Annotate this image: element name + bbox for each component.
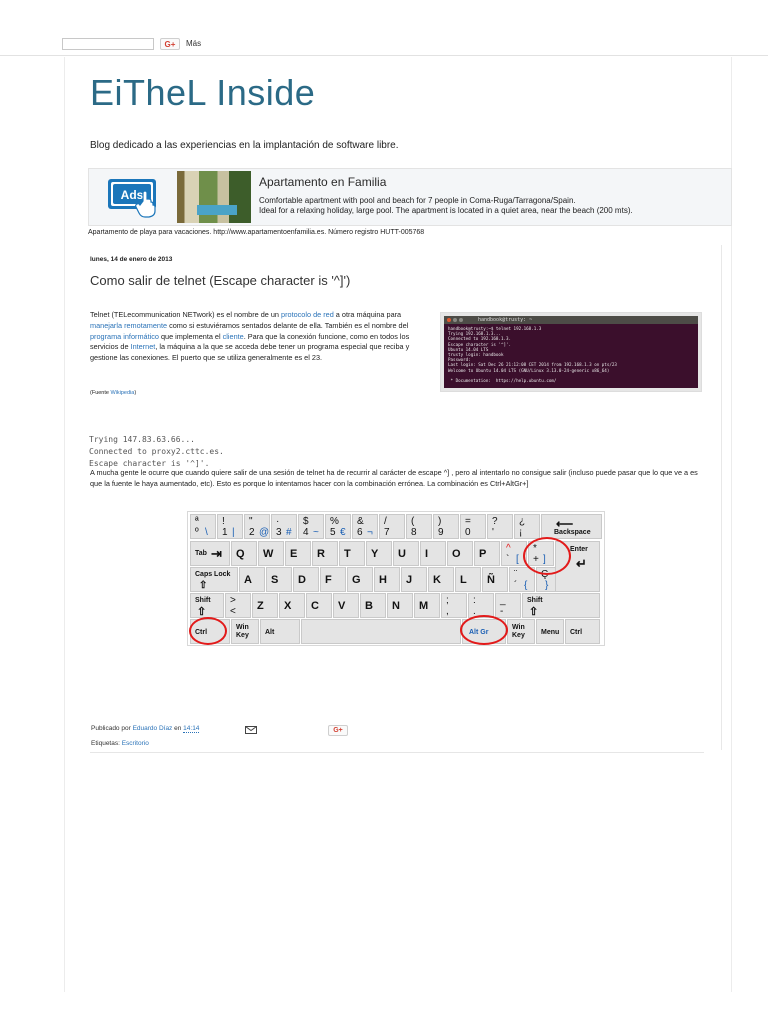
- key-win-left: [231, 619, 259, 644]
- key-tab: [190, 541, 230, 566]
- key-label: U: [398, 548, 406, 560]
- key-label: A: [244, 574, 252, 586]
- key-label: ]: [543, 554, 546, 565]
- key-win-right: [507, 619, 535, 644]
- key-label: ·: [276, 516, 280, 527]
- key-row1: [190, 514, 216, 539]
- key-shift-right: [522, 593, 600, 618]
- key-row1: [217, 514, 243, 539]
- author-link[interactable]: Eduardo Díaz: [132, 725, 173, 732]
- search-input[interactable]: [62, 38, 154, 50]
- explanation-paragraph: A mucha gente le ocurre que cuando quiere salir de una sesión de telnet ha de recurrir al carácter de escape ^] , pero al intentarlo no consigue salir (incluso puede pasar que lo que ve a es que la fuente le haya aumentado, etc). Esto es porque lo intentamos hacer con la combinación errónea. La combinación es Ctrl+AltGr+]: [90, 468, 698, 488]
- keyboard-image[interactable]: [187, 511, 605, 646]
- key-label: [: [516, 554, 519, 565]
- key-label: ⟵: [556, 517, 574, 531]
- key-label: H: [379, 574, 387, 586]
- code-line: Connected to proxy2.cttc.es.: [89, 447, 224, 456]
- key-label: I: [425, 548, 429, 560]
- gplus-button[interactable]: G+: [160, 38, 180, 50]
- post-labels: Etiquetas: Escritorio: [91, 740, 149, 747]
- post-date: lunes, 14 de enero de 2013: [90, 256, 173, 263]
- key-label: _: [500, 595, 506, 606]
- key-letter: [347, 567, 373, 592]
- key-shift-left: [190, 593, 224, 618]
- key-backspace: [541, 514, 602, 539]
- key-label: D: [298, 574, 306, 586]
- key-row1: [244, 514, 270, 539]
- key-letter: [420, 541, 446, 566]
- key-letter: [333, 593, 359, 618]
- key-label: @: [259, 527, 270, 538]
- key-label: ¨: [514, 569, 518, 580]
- key-letter: [306, 593, 332, 618]
- key-label: ↵: [576, 556, 587, 571]
- key-label: Backspace: [554, 529, 591, 536]
- key-label: >: [230, 595, 236, 606]
- key-label: \: [205, 527, 208, 538]
- highlight-ctrl-circle: [189, 617, 227, 645]
- key-label: *: [533, 543, 537, 554]
- key-label: ~: [313, 527, 319, 538]
- key-label: !: [222, 516, 225, 527]
- terminal-line: Ubuntu 14.04 LTS: [448, 346, 489, 352]
- key-row1: [487, 514, 513, 539]
- ad-banner[interactable]: [88, 168, 732, 226]
- key-letter: [374, 567, 400, 592]
- key-label: -: [500, 606, 504, 617]
- terminal-line: * Documentation: https://help.ubuntu.com/: [448, 378, 557, 384]
- divider: [90, 752, 704, 753]
- key-label: S: [271, 574, 279, 586]
- link-programa-informatico[interactable]: programa informático: [90, 331, 159, 341]
- key-label: G: [352, 574, 361, 586]
- key-ctrl-right: [565, 619, 600, 644]
- key-label: ª: [195, 516, 199, 527]
- key-letter: [447, 541, 473, 566]
- key-letter: [482, 567, 508, 592]
- key-label: B: [365, 600, 373, 612]
- post-byline: Publicado por Eduardo Díaz en 14:14: [91, 725, 200, 732]
- key-label: 7: [384, 527, 390, 538]
- terminal-line: Welcome to Ubuntu 14.04 LTS (GNU/Linux 3.13.0-24-generic x86_64): [448, 367, 610, 373]
- more-link[interactable]: Más: [186, 39, 202, 48]
- close-dot-icon: [447, 318, 451, 322]
- key-label: M: [419, 600, 429, 612]
- key-label: Z: [257, 600, 264, 612]
- key-semicolon: [441, 593, 467, 618]
- key-label: Menu: [541, 629, 560, 636]
- key-label: ⇥: [211, 546, 222, 561]
- key-row1: [406, 514, 432, 539]
- key-letter: [258, 541, 284, 566]
- key-row1: [514, 514, 540, 539]
- terminal-line: trusty login: handbook: [448, 352, 504, 358]
- key-letter: [474, 541, 500, 566]
- share-gplus-button[interactable]: G+: [328, 725, 348, 736]
- email-post-icon[interactable]: [245, 726, 257, 734]
- key-label: 1: [222, 527, 228, 538]
- key-label: &: [357, 516, 364, 527]
- key-label: ^: [506, 543, 511, 554]
- highlight-alt-gr-circle: [460, 615, 508, 645]
- ad-line-1: Comfortable apartment with pool and beach for 7 people in Coma-Ruga/Tarragona/Spain.: [259, 196, 576, 205]
- key-label: Ñ: [487, 574, 495, 586]
- key-label: º: [195, 527, 199, 538]
- label-escritorio[interactable]: Escritorio: [121, 740, 149, 747]
- key-label: P: [479, 548, 487, 560]
- apartment-photo[interactable]: [177, 171, 251, 223]
- key-row1: [379, 514, 405, 539]
- key-alt: [260, 619, 300, 644]
- key-row1: [298, 514, 324, 539]
- key-label: V: [338, 600, 346, 612]
- ad-title[interactable]: Apartamento en Familia: [259, 175, 387, 189]
- key-label: /: [384, 516, 387, 527]
- code-line: Trying 147.83.63.66...: [89, 435, 195, 444]
- key-letter: [231, 541, 257, 566]
- key-letter: [293, 567, 319, 592]
- key-label: ": [249, 516, 253, 527]
- terminal-line: Escape character is '^]'.: [448, 341, 512, 347]
- key-label: 9: [438, 527, 444, 538]
- key-label: F: [325, 574, 332, 586]
- key-underscore: [495, 593, 521, 618]
- key-label: R: [317, 548, 325, 560]
- key-letter: [393, 541, 419, 566]
- key-caps-lock: [190, 567, 238, 592]
- key-letter: [455, 567, 481, 592]
- key-letter: [266, 567, 292, 592]
- key-label: 0: [465, 527, 471, 538]
- terminal-screenshot[interactable]: [440, 312, 702, 392]
- terminal-window: [444, 316, 698, 388]
- key-label: ,: [446, 606, 449, 617]
- key-label: Ç: [541, 569, 549, 580]
- key-letter: [428, 567, 454, 592]
- key-label: K: [433, 574, 441, 586]
- link-manejarla-remotamente[interactable]: manejarla remotamente: [90, 320, 168, 330]
- link-internet[interactable]: Internet: [130, 342, 156, 352]
- terminal-line: Connected to 192.168.1.3.: [448, 336, 512, 342]
- key-label: O: [452, 548, 461, 560]
- key-label: (: [411, 516, 415, 527]
- key-row1: [433, 514, 459, 539]
- key-label: ': [492, 527, 494, 538]
- key-label: }: [545, 580, 549, 591]
- key-label: E: [290, 548, 298, 560]
- key-letter: [279, 593, 305, 618]
- key-label: Ctrl: [570, 629, 583, 636]
- link-protocolo-de-red[interactable]: protocolo de red: [281, 310, 334, 319]
- ads-hand-icon: [105, 173, 167, 221]
- key-label: Tab: [195, 550, 207, 557]
- ad-caption: Apartamento de playa para vacaciones. http://www.apartamentoenfamilia.es. Número registro HUTT-005768: [88, 229, 425, 236]
- blog-title[interactable]: EiTheL Inside: [90, 72, 316, 113]
- code-line: Escape character is '^]'.: [89, 459, 210, 468]
- key-label: ´: [514, 580, 518, 591]
- key-label: ¡: [519, 527, 523, 538]
- key-label: 4: [303, 527, 309, 538]
- key-label: :: [473, 595, 476, 606]
- terminal-title: handbook@trusty: ~: [478, 317, 533, 323]
- post-title[interactable]: Como salir de telnet (Escape character is '^]'): [90, 273, 351, 288]
- key-label: ?: [492, 516, 498, 527]
- blog-description: Blog dedicado a las experiencias en la implantación de software libre.: [90, 140, 399, 151]
- key-less-than: [225, 593, 251, 618]
- key-label: 6: [357, 527, 363, 538]
- key-row1: [352, 514, 378, 539]
- key-label: Enter: [570, 546, 588, 553]
- ad-line-2: Ideal for a relaxing holiday, large pool. The apartment is located in a quiet area, near the beach (200 mts).: [259, 206, 633, 215]
- key-label: 2: [249, 527, 255, 538]
- key-label: |: [232, 527, 235, 538]
- key-label: %: [330, 516, 339, 527]
- key-label: +: [533, 554, 539, 565]
- key-letter: [252, 593, 278, 618]
- key-label: ⇧: [529, 606, 539, 618]
- key-letter: [360, 593, 386, 618]
- highlight-bracket-circle: [523, 537, 571, 575]
- key-label: #: [286, 527, 292, 538]
- key-letter: [312, 541, 338, 566]
- maximize-dot-icon: [459, 318, 463, 322]
- key-label: T: [344, 548, 351, 560]
- terminal-line: Trying 192.168.1.3...: [448, 331, 501, 337]
- intro-paragraph: Telnet (TELecommunication NETwork) es el nombre de un protocolo de red a otra máquina para manejarla remotamente como si estuviéramos sentados delante de ella. También es el nombre del programa informático que implementa el cliente. Para que la conexión funcione, como en todos los servicios de Internet, la máquina a la que se acceda debe tener un programa especial que reciba y gestione las conexiones. El puerto que se utiliza generalmente es el 23.: [90, 310, 410, 363]
- key-label: W: [263, 548, 274, 560]
- key-label: X: [284, 600, 292, 612]
- key-label: C: [311, 600, 319, 612]
- key-label: ¿: [519, 516, 526, 527]
- top-navbar: [0, 0, 768, 56]
- terminal-line: Last login: Sat Dec 26 21:12:08 CET 2014 from 192.168.1.3 on pts/23: [448, 362, 617, 368]
- key-label: Shift: [527, 597, 543, 604]
- key-label: <: [230, 606, 236, 617]
- key-row1: [271, 514, 297, 539]
- key-label: 5: [330, 527, 336, 538]
- key-letter: [414, 593, 440, 618]
- key-menu: [536, 619, 564, 644]
- key-label: Win Key: [236, 624, 249, 639]
- key-space: [301, 619, 461, 644]
- source-note: (Fuente Wikipedia): [90, 390, 137, 396]
- key-label: ⇧: [197, 606, 207, 618]
- ads-logo-text: Ads: [120, 188, 144, 202]
- key-label: Q: [236, 548, 245, 560]
- link-wikipedia[interactable]: Wikipedia: [110, 390, 135, 396]
- key-letter: [320, 567, 346, 592]
- key-label: €: [340, 527, 346, 538]
- key-label: Caps Lock: [195, 571, 231, 578]
- key-label: Ctrl: [195, 629, 208, 636]
- key-row1: [460, 514, 486, 539]
- key-label: 8: [411, 527, 417, 538]
- key-row1: [325, 514, 351, 539]
- terminal-output: [444, 324, 698, 385]
- key-letter: [366, 541, 392, 566]
- link-cliente[interactable]: cliente: [222, 331, 244, 341]
- key-label: J: [406, 574, 413, 586]
- minimize-dot-icon: [453, 318, 457, 322]
- key-letter: [239, 567, 265, 592]
- key-letter: [387, 593, 413, 618]
- key-letter: [339, 541, 365, 566]
- key-label: ;: [446, 595, 449, 606]
- key-label: $: [303, 516, 309, 527]
- terminal-line: handbook@trusty:~$ telnet 192.168.1.3: [448, 326, 542, 331]
- key-label: Win Key: [512, 624, 525, 639]
- key-label: Shift: [195, 597, 211, 604]
- key-label: Y: [371, 548, 379, 560]
- key-label: L: [460, 574, 467, 586]
- key-label: N: [392, 600, 400, 612]
- key-label: ): [438, 516, 442, 527]
- key-label: {: [524, 580, 528, 591]
- post-time-link[interactable]: 14:14: [183, 725, 200, 732]
- key-letter: [401, 567, 427, 592]
- key-label: ⇧: [199, 580, 208, 591]
- key-letter: [285, 541, 311, 566]
- key-label: ¬: [367, 527, 373, 538]
- key-label: 3: [276, 527, 282, 538]
- key-label: =: [465, 516, 471, 527]
- terminal-line: Password:: [448, 357, 471, 363]
- key-label: Alt: [265, 629, 275, 636]
- key-label: .: [473, 606, 476, 617]
- key-label: Alt Gr: [469, 629, 489, 636]
- key-label: `: [506, 554, 510, 565]
